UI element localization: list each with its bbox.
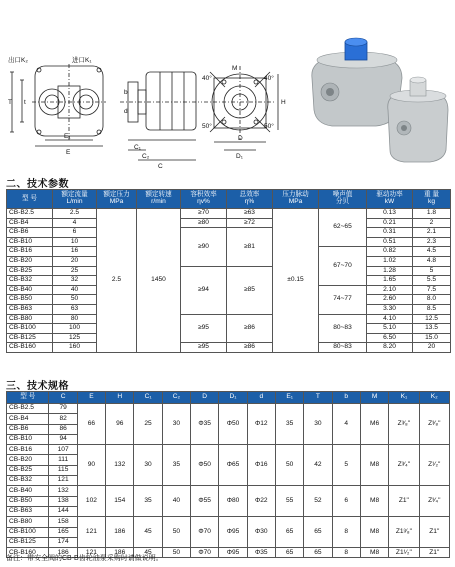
dim-D1: D₁ xyxy=(236,153,243,160)
param-header-pressure: 额定压力 MPa xyxy=(97,190,137,209)
label-inlet: 进口K₁ xyxy=(72,57,92,64)
cell-D: Φ70 xyxy=(191,548,219,558)
cell-model: CB-B160 xyxy=(7,548,49,558)
table-row xyxy=(7,218,451,228)
cell-noise: 80~83 xyxy=(319,314,367,343)
cell-weight: 2.3 xyxy=(413,237,451,247)
cell-model: CB-B80 xyxy=(7,314,53,324)
cell-D1: Φ50 xyxy=(219,404,247,445)
param-header-model: 型 号 xyxy=(7,190,53,209)
dim-header: T xyxy=(304,392,332,404)
cell-model: CB-B10 xyxy=(7,434,49,444)
dim-header: H xyxy=(106,392,134,404)
cell-flow: 32 xyxy=(53,276,97,286)
cell-M: M8 xyxy=(360,517,388,548)
cell-E: 121 xyxy=(77,517,105,548)
cell-E: 121 xyxy=(77,548,105,558)
cell-C: 186 xyxy=(49,548,77,558)
cell-d: Φ35 xyxy=(247,548,275,558)
cell-model: CB-B6 xyxy=(7,424,49,434)
cell-model: CB-B4 xyxy=(7,218,53,228)
cell-tot-eff: ≥86 xyxy=(227,343,273,353)
cell-D: Φ55 xyxy=(191,486,219,517)
cell-model: CB-B2.5 xyxy=(7,209,53,219)
cell-weight: 7.5 xyxy=(413,285,451,295)
cell-C1: 45 xyxy=(134,548,162,558)
param-header-speed: 额定转速 r/min xyxy=(137,190,181,209)
dim-header: K₁ xyxy=(389,392,419,404)
angle-50-right: 50° xyxy=(264,123,274,130)
cell-D1: Φ80 xyxy=(219,486,247,517)
cell-model: CB-B100 xyxy=(7,527,49,537)
cell-model: CB-B10 xyxy=(7,237,53,247)
cell-C: 144 xyxy=(49,506,77,516)
param-header-pulse: 压力脉动 MPa xyxy=(273,190,319,209)
dim-E: E xyxy=(66,149,71,156)
cell-model: CB-B2.5 xyxy=(7,404,49,414)
cell-weight: 13.5 xyxy=(413,324,451,334)
cell-weight: 4.8 xyxy=(413,256,451,266)
cell-C: 86 xyxy=(49,424,77,434)
cell-pressure: 2.5 xyxy=(97,209,137,353)
cell-d: Φ12 xyxy=(247,404,275,445)
cell-d: Φ16 xyxy=(247,445,275,486)
dim-E1: E₁ xyxy=(64,133,71,140)
cell-C: 94 xyxy=(49,434,77,444)
cell-b: 8 xyxy=(332,548,360,558)
cell-vol-eff: ≥90 xyxy=(181,228,227,266)
cell-weight: 2 xyxy=(413,218,451,228)
cell-model: CB-B32 xyxy=(7,276,53,286)
cell-E1: 65 xyxy=(275,517,303,548)
cell-K2: Z1" xyxy=(419,548,449,558)
cell-power: 3.30 xyxy=(367,304,413,314)
cell-E1: 55 xyxy=(275,486,303,517)
cell-flow: 125 xyxy=(53,333,97,343)
cell-H: 132 xyxy=(106,445,134,486)
cell-M: M8 xyxy=(360,486,388,517)
cell-T: 52 xyxy=(304,486,332,517)
cell-model: CB-B40 xyxy=(7,285,53,295)
param-header-tot-eff: 总效率 η% xyxy=(227,190,273,209)
cell-power: 1.02 xyxy=(367,256,413,266)
cell-weight: 4.5 xyxy=(413,247,451,257)
cell-M: M8 xyxy=(360,548,388,558)
cell-C1: 35 xyxy=(134,486,162,517)
cell-flow: 20 xyxy=(53,256,97,266)
cell-D: Φ70 xyxy=(191,517,219,548)
cell-tot-eff: ≥81 xyxy=(227,228,273,266)
cell-power: 0.13 xyxy=(367,209,413,219)
dim-header: K₂ xyxy=(419,392,449,404)
dim-D: D xyxy=(238,135,243,142)
angle-50-left: 50° xyxy=(202,123,212,130)
cell-speed: 1450 xyxy=(137,209,181,353)
cell-D: Φ35 xyxy=(191,404,219,445)
cell-power: 0.31 xyxy=(367,228,413,238)
cell-C1: 25 xyxy=(134,404,162,445)
cell-E1: 65 xyxy=(275,548,303,558)
cell-C: 115 xyxy=(49,465,77,475)
dim-header: C xyxy=(49,392,77,404)
cell-weight: 1.8 xyxy=(413,209,451,219)
dim-C: C xyxy=(158,163,163,170)
cell-d: Φ22 xyxy=(247,486,275,517)
cell-K1: Z³⁄₄" xyxy=(389,445,419,486)
cell-model: CB-B4 xyxy=(7,414,49,424)
cell-E1: 50 xyxy=(275,445,303,486)
cell-flow: 6 xyxy=(53,228,97,238)
cell-model: CB-B20 xyxy=(7,256,53,266)
cell-power: 0.21 xyxy=(367,218,413,228)
cell-E: 102 xyxy=(77,486,105,517)
dim-header: d xyxy=(247,392,275,404)
cell-model: CB-B125 xyxy=(7,333,53,343)
cell-E: 66 xyxy=(77,404,105,445)
dim-T: T xyxy=(8,99,12,106)
cell-model: CB-B100 xyxy=(7,324,53,334)
cell-flow: 10 xyxy=(53,237,97,247)
cell-power: 4.10 xyxy=(367,314,413,324)
dim-header: 型 号 xyxy=(7,392,49,404)
cell-model: CB-B25 xyxy=(7,465,49,475)
cell-model: CB-B63 xyxy=(7,506,49,516)
cell-C: 174 xyxy=(49,537,77,547)
cell-flow: 40 xyxy=(53,285,97,295)
cell-weight: 8.0 xyxy=(413,295,451,305)
dim-t: t xyxy=(24,99,26,106)
dim-header: b xyxy=(332,392,360,404)
cell-C: 82 xyxy=(49,414,77,424)
cell-C: 111 xyxy=(49,455,77,465)
cell-E1: 35 xyxy=(275,404,303,445)
cell-D1: Φ95 xyxy=(219,517,247,548)
dim-H: H xyxy=(281,99,286,106)
cell-flow: 80 xyxy=(53,314,97,324)
cell-T: 30 xyxy=(304,404,332,445)
cell-C1: 45 xyxy=(134,517,162,548)
cell-C2: 30 xyxy=(162,404,190,445)
angle-40-left: 40° xyxy=(202,75,212,82)
cell-D1: Φ95 xyxy=(219,548,247,558)
cell-K1: Z1¹⁄₂" xyxy=(389,548,419,558)
cell-power: 2.10 xyxy=(367,285,413,295)
cell-M: M8 xyxy=(360,445,388,486)
cell-weight: 5.5 xyxy=(413,276,451,286)
dim-b: b xyxy=(124,89,128,96)
param-header-weight: 重 量 kg xyxy=(413,190,451,209)
cell-noise: 74~77 xyxy=(319,285,367,314)
dim-header: D₁ xyxy=(219,392,247,404)
cell-flow: 2.5 xyxy=(53,209,97,219)
cell-power: 1.65 xyxy=(367,276,413,286)
cell-model: CB-B16 xyxy=(7,247,53,257)
cell-C: 132 xyxy=(49,486,77,496)
cell-tot-eff: ≥72 xyxy=(227,218,273,228)
cell-H: 186 xyxy=(106,517,134,548)
cell-D1: Φ65 xyxy=(219,445,247,486)
cell-flow: 16 xyxy=(53,247,97,257)
side-view xyxy=(120,72,202,160)
pump-photo xyxy=(312,38,448,162)
cell-tot-eff: ≥86 xyxy=(227,314,273,343)
cell-flow: 25 xyxy=(53,266,97,276)
cell-flow: 160 xyxy=(53,343,97,353)
dim-header: E₁ xyxy=(275,392,303,404)
cell-D: Φ50 xyxy=(191,445,219,486)
remark-note: 备注：带安全阀的CB-B齿轮油泵采购时请做说明。 xyxy=(6,555,163,562)
dim-header: C₂ xyxy=(162,392,190,404)
cell-power: 0.51 xyxy=(367,237,413,247)
table-row xyxy=(7,445,450,455)
cell-C: 158 xyxy=(49,517,77,527)
cell-b: 8 xyxy=(332,517,360,548)
dim-C2: C₂ xyxy=(142,153,150,160)
table-row xyxy=(7,228,451,238)
cell-power: 6.50 xyxy=(367,333,413,343)
cell-T: 65 xyxy=(304,517,332,548)
cell-K1: Z1" xyxy=(389,486,419,517)
cell-C: 121 xyxy=(49,476,77,486)
cell-flow: 50 xyxy=(53,295,97,305)
cell-H: 96 xyxy=(106,404,134,445)
cell-E: 90 xyxy=(77,445,105,486)
cell-model: CB-B32 xyxy=(7,476,49,486)
cell-b: 5 xyxy=(332,445,360,486)
cell-model: CB-B80 xyxy=(7,517,49,527)
cell-flow: 100 xyxy=(53,324,97,334)
cell-C: 138 xyxy=(49,496,77,506)
cell-weight: 8.5 xyxy=(413,304,451,314)
cell-vol-eff: ≥95 xyxy=(181,343,227,353)
table-row xyxy=(7,209,451,219)
cell-C2: 50 xyxy=(162,548,190,558)
dim-header: D xyxy=(191,392,219,404)
cell-weight: 5 xyxy=(413,266,451,276)
table-row xyxy=(7,404,450,414)
cell-C: 107 xyxy=(49,445,77,455)
cell-C2: 40 xyxy=(162,486,190,517)
section-title-parameters: 二、技术参数 xyxy=(6,179,69,190)
cell-vol-eff: ≥95 xyxy=(181,314,227,343)
param-header-vol-eff: 容积效率 ηv% xyxy=(181,190,227,209)
param-header-flow: 额定流量 L/min xyxy=(53,190,97,209)
cell-K2: Z³⁄₈" xyxy=(419,404,449,445)
cell-T: 65 xyxy=(304,548,332,558)
cell-model: CB-B160 xyxy=(7,343,53,353)
cell-K2: Z1" xyxy=(419,517,449,548)
cell-vol-eff: ≥94 xyxy=(181,266,227,314)
cell-model: CB-B50 xyxy=(7,295,53,305)
cell-power: 0.82 xyxy=(367,247,413,257)
cell-weight: 12.5 xyxy=(413,314,451,324)
param-header-power: 驱动功率 kW xyxy=(367,190,413,209)
dim-M: M xyxy=(232,65,238,72)
cell-power: 1.28 xyxy=(367,266,413,276)
cell-model: CB-B40 xyxy=(7,486,49,496)
cell-weight: 2.1 xyxy=(413,228,451,238)
cell-model: CB-B16 xyxy=(7,445,49,455)
dim-d: d xyxy=(124,108,128,115)
cell-power: 5.10 xyxy=(367,324,413,334)
table-row xyxy=(7,343,451,353)
cell-C: 165 xyxy=(49,527,77,537)
cell-K1: Z³⁄₈" xyxy=(389,404,419,445)
parameters-header-row xyxy=(7,190,451,209)
cell-C2: 50 xyxy=(162,517,190,548)
cell-K1: Z1³⁄₈" xyxy=(389,517,419,548)
label-outlet: 出口K₂ xyxy=(8,57,28,64)
cell-noise: 67~70 xyxy=(319,247,367,285)
cell-C: 79 xyxy=(49,404,77,414)
parameters-table xyxy=(6,189,451,353)
table-row xyxy=(7,314,451,324)
cell-tot-eff: ≥63 xyxy=(227,209,273,219)
cell-vol-eff: ≥70 xyxy=(181,209,227,219)
pump-drawing xyxy=(0,0,455,172)
cell-K2: Z³⁄₄" xyxy=(419,486,449,517)
cell-tot-eff: ≥85 xyxy=(227,266,273,314)
cell-flow: 4 xyxy=(53,218,97,228)
dim-header: C₁ xyxy=(134,392,162,404)
cell-model: CB-B125 xyxy=(7,537,49,547)
cell-b: 6 xyxy=(332,486,360,517)
cell-model: CB-B63 xyxy=(7,304,53,314)
dim-header: M xyxy=(360,392,388,404)
section-title-specifications: 三、技术规格 xyxy=(6,381,69,392)
cell-pulse: ±0.15 xyxy=(273,209,319,353)
cell-C1: 30 xyxy=(134,445,162,486)
cell-model: CB-B6 xyxy=(7,228,53,238)
cell-T: 42 xyxy=(304,445,332,486)
cell-flow: 63 xyxy=(53,304,97,314)
cell-weight: 15.0 xyxy=(413,333,451,343)
cell-vol-eff: ≥80 xyxy=(181,218,227,228)
cell-power: 2.60 xyxy=(367,295,413,305)
dim-C1: C₁ xyxy=(134,144,141,151)
cell-model: CB-B50 xyxy=(7,496,49,506)
table-row xyxy=(7,266,451,276)
cell-noise: 80~83 xyxy=(319,343,367,353)
angle-40-right: 40° xyxy=(264,75,274,82)
table-row xyxy=(7,517,450,527)
cell-weight: 20 xyxy=(413,343,451,353)
dimensions-table xyxy=(6,391,450,558)
dim-header: E xyxy=(77,392,105,404)
cell-d: Φ30 xyxy=(247,517,275,548)
table-row xyxy=(7,486,450,496)
cell-b: 4 xyxy=(332,404,360,445)
dimensions-header-row xyxy=(7,392,450,404)
cell-model: CB-B25 xyxy=(7,266,53,276)
cell-C2: 35 xyxy=(162,445,190,486)
cell-H: 186 xyxy=(106,548,134,558)
cell-noise: 62~65 xyxy=(319,209,367,247)
cell-model: CB-B20 xyxy=(7,455,49,465)
param-header-noise: 噪声值 分贝 xyxy=(319,190,367,209)
pump-drawing-area xyxy=(0,0,455,172)
cell-M: M6 xyxy=(360,404,388,445)
cell-K2: Z¹⁄₂" xyxy=(419,445,449,486)
cell-H: 154 xyxy=(106,486,134,517)
cell-power: 8.20 xyxy=(367,343,413,353)
